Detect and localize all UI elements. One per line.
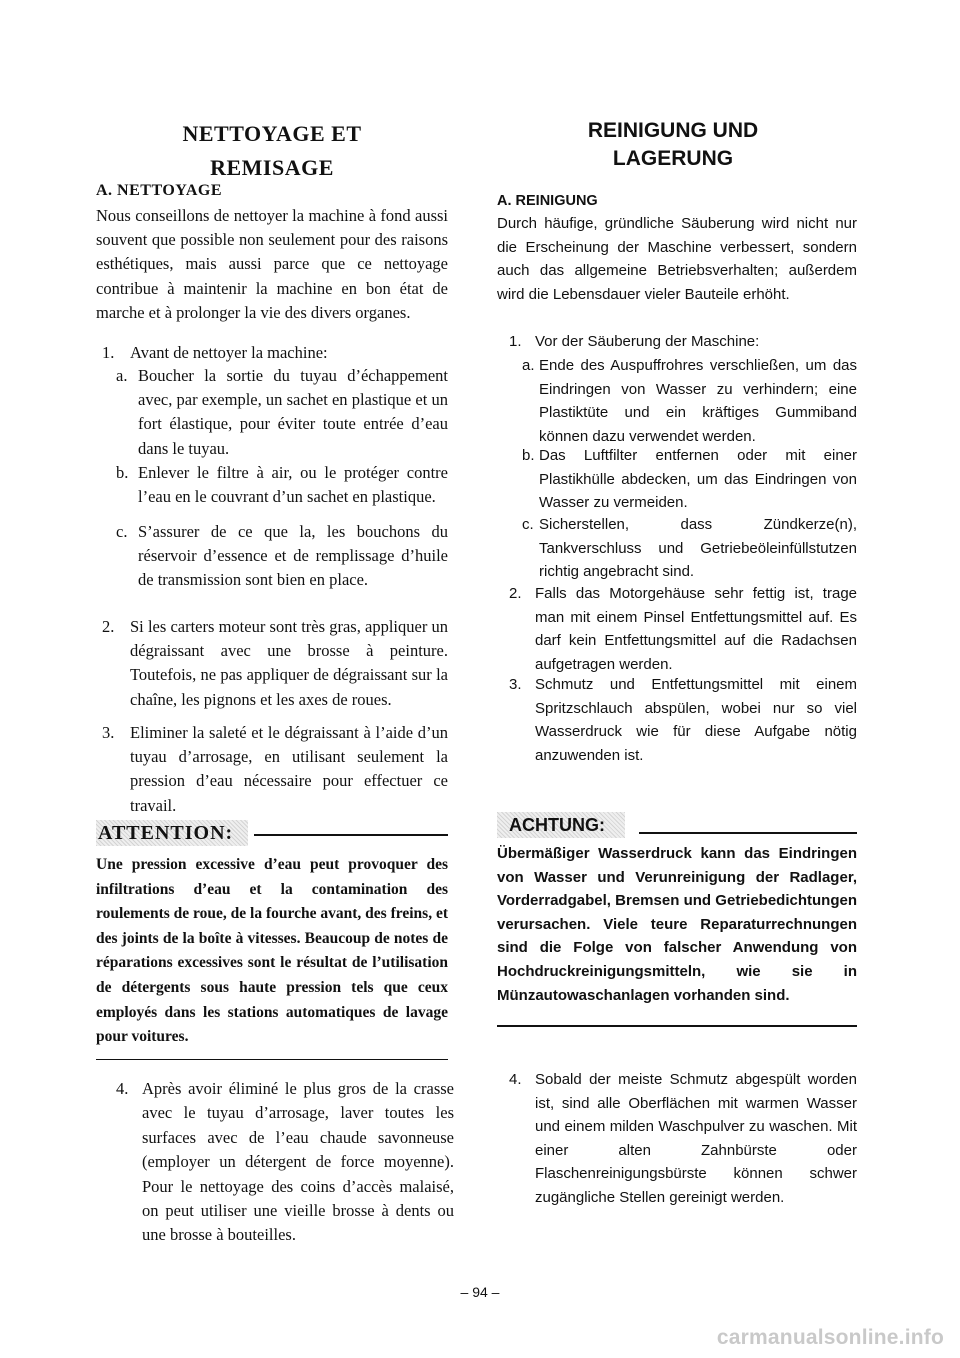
attention-rule-bottom — [96, 1059, 448, 1060]
list-text: S’assurer de ce que la, les bouchons du réservoir d’essence et de remplissage d’huile de transmission sont bien en place. — [138, 522, 448, 590]
list-item-1b — [522, 444, 857, 515]
list-text: Sicherstellen, dass Zündkerze(n), Tankverschluss und Getriebeöleinfüllstutzen richtig angebracht sind. — [539, 516, 857, 581]
list-text: Falls das Motorgehäuse sehr fettig ist, trage man mit einem Pinsel Entfettungsmittel auf. Es darf kein Entfettungsmittel auf die Radachsen aufgetragen werden. — [535, 585, 857, 673]
list-number: 2. — [102, 617, 115, 636]
page-title-de — [497, 117, 849, 173]
list-number: c. — [522, 516, 534, 533]
attention-label-fr: ATTENTION: — [96, 820, 248, 846]
list-text: Sobald der meiste Schmutz abgespült worden ist, sind alle Oberflächen mit warmen Wasser und einem milden Waschpulver zu waschen. Mit einer alten Zahnbürste oder Flaschenreinigungsbürste können schwer zugängliche Stellen gereinigt werden. — [535, 1071, 857, 1206]
list-number: b. — [116, 463, 129, 482]
list-text: Eliminer la saleté et le dégraissant à l’aide d’un tuyau d’arrosage, en utilisant seulement la pression d’eau nécessaire pour effectuer ce travail. — [130, 723, 448, 815]
page-number: – 94 – — [460, 1284, 500, 1300]
list-text: Vor der Säuberung der Maschine: — [535, 333, 760, 350]
list-number: a. — [522, 357, 535, 374]
list-item-2 — [509, 582, 857, 676]
list-number: b. — [522, 447, 535, 464]
list-number: 2. — [509, 585, 522, 602]
list-item-4 — [509, 1068, 857, 1210]
list-number: c. — [116, 522, 128, 541]
section-heading-de: A. REINIGUNG — [497, 193, 598, 209]
list-item-1c — [116, 520, 448, 593]
title-line-1: NETTOYAGE ET — [182, 121, 362, 146]
list-text: Ende des Auspuffrohres verschließen, um das Eindringen von Wasser zu verhindern; eine Plastiktüte und ein kräftiges Gummiband können dazu verwendet werden. — [539, 357, 857, 445]
list-text: Avant de nettoyer la machine: — [130, 343, 328, 362]
watermark: carmanualsonline.info — [716, 1326, 944, 1349]
list-item-1c — [522, 513, 857, 584]
list-number: 3. — [102, 723, 115, 742]
attention-rule-top — [254, 834, 448, 836]
list-text: Après avoir éliminé le plus gros de la crasse avec le tuyau d’arrosage, laver toutes les surfaces avec de l’eau chaude savonneuse (employer un détergent de force moyenne). Pour le nettoyage des coins d’accès malaisé, on peut utiliser une vieille brosse à dents ou une brosse à bouteilles. — [142, 1079, 454, 1245]
list-text: Enlever le filtre à air, ou le protéger contre l’eau en le couvrant d’un sachet en plastique. — [138, 463, 448, 507]
title-line-1: REINIGUNG UND — [587, 119, 759, 142]
section-heading-fr: A. NETTOYAGE — [96, 182, 223, 199]
attention-rule-top — [639, 832, 857, 834]
list-number: 4. — [509, 1071, 522, 1088]
list-text: Si les carters moteur sont très gras, appliquer un dégraissant avec une brosse à peinture. Toutefois, ne pas appliquer de dégraissant sur la chaîne, les pignons et les axes de roues. — [130, 617, 448, 709]
attention-label-de: ACHTUNG: — [497, 812, 625, 838]
title-line-2: LAGERUNG — [612, 147, 734, 170]
list-item-1a — [522, 354, 857, 448]
list-item-1 — [509, 330, 857, 354]
list-item-1b — [116, 461, 448, 509]
attention-text-de: Übermäßiger Wasserdruck kann das Eindringen von Wasser und Verunreinigung der Radlager, Vorderradgabel, Bremsen und Getriebedichtungen verursachen. Viele teure Reparaturrechnungen sind die Folge von falscher Anwendung von Hochdruckreinigungsmitteln, wie sie in Münzautowaschanlagen vorhanden sind. — [497, 845, 857, 1004]
intro-paragraph-fr: Nous conseillons de nettoyer la machine à fond aussi souvent que possible non seulement pour des raisons esthétiques, mais aussi parce que ce nettoyage contribue à maintenir la machine en bon état de marche et à prolonger la vie des divers organes. — [96, 206, 448, 322]
attention-rule-bottom — [497, 1025, 857, 1027]
list-item-3 — [102, 721, 448, 818]
intro-paragraph-de: Durch häufige, gründliche Säuberung wird nicht nur die Erscheinung der Maschine verbessert, sondern auch das allgemeine Betriebsverhalten; außerdem wird die Lebensdauer vieler Bauteile erhöht. — [497, 215, 857, 303]
list-text: Das Luftfilter entfernen oder mit einer Plastikhülle abdecken, um das Eindringen von Wasser zu vermeiden. — [539, 447, 857, 512]
list-number: 1. — [509, 333, 522, 350]
list-number: 3. — [509, 676, 522, 693]
list-item-1 — [102, 341, 448, 365]
title-line-2: REMISAGE — [210, 155, 334, 180]
page-title-fr — [96, 117, 448, 185]
list-item-1a — [116, 364, 448, 461]
list-text: Schmutz und Entfettungsmittel mit einem Spritzschlauch abspülen, wobei nur so viel Wasserdruck wie für diese Aufgabe nötig anzuwenden ist. — [535, 676, 857, 764]
attention-text-fr: Une pression excessive d’eau peut provoquer des infiltrations d’eau et la contamination des roulements de roue, de la fourche avant, des freins, et des joints de la boîte à vitesses. Beaucoup de notes de réparations excessives sont le résultat de l’utilisation de détergents sous haute pression tels que ceux employés dans les stations automatiques de lavage pour voitures. — [96, 856, 448, 1046]
list-text: Boucher la sortie du tuyau d’échappement avec, par exemple, un sachet en plastique et un fort élastique, pour éviter toute entrée d’eau dans le tuyau. — [138, 366, 448, 458]
list-number: 4. — [116, 1079, 129, 1098]
list-item-3 — [509, 673, 857, 767]
list-number: a. — [116, 366, 128, 385]
list-item-4 — [116, 1077, 454, 1248]
list-item-2 — [102, 615, 448, 712]
list-number: 1. — [102, 343, 115, 362]
